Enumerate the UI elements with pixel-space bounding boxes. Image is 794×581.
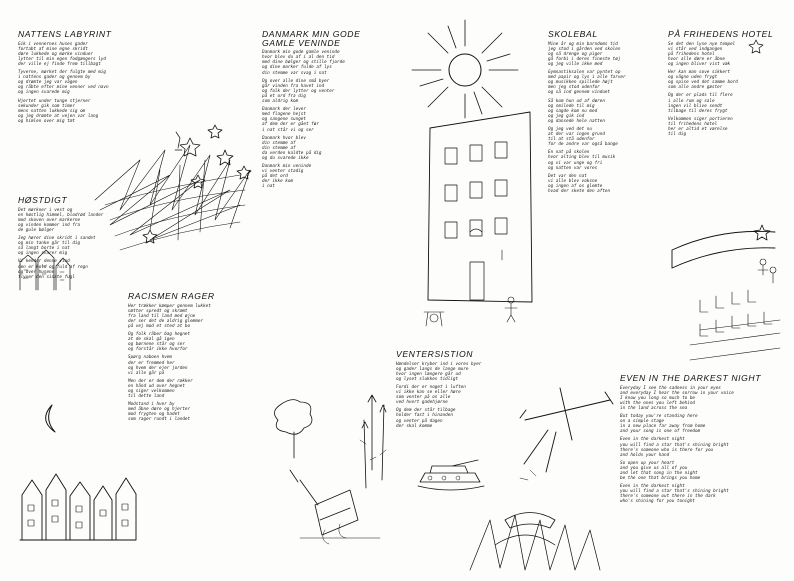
poem-line: og dansede hele natten bbox=[548, 118, 605, 124]
poem-line: de gule bølger bbox=[18, 227, 55, 233]
poem-line: døre lukkede og mørke vinduer bbox=[18, 51, 94, 57]
stick-figures-drawing bbox=[424, 297, 517, 326]
poem-line: Og dem der står tilbage bbox=[396, 408, 456, 414]
poem-line: vi alle blev voksne bbox=[548, 178, 598, 184]
poem-line: og siger velkommen bbox=[128, 389, 175, 394]
star-icon bbox=[217, 150, 233, 165]
poem-line: til dette land bbox=[128, 394, 165, 400]
poem-line: og himlen over mig tæt bbox=[18, 118, 75, 124]
poem-line: there's someone out there in the dark bbox=[620, 494, 716, 500]
stanza bbox=[620, 461, 788, 481]
stanza bbox=[396, 362, 516, 382]
poem-line: Tyverne, mørket der fulgte med mig bbox=[18, 70, 106, 76]
stanza bbox=[548, 99, 658, 124]
stanza bbox=[262, 164, 394, 189]
poem-line: Spørg naboen hvem bbox=[128, 355, 172, 361]
hotel-drawing bbox=[672, 231, 780, 360]
poem-line: og min tanke går til dig bbox=[18, 241, 81, 247]
poem-line: og jeg drømte at vejen var lang bbox=[18, 113, 99, 119]
poem-line: på det ord bbox=[262, 174, 288, 180]
poem-line: Even in the darkest night bbox=[620, 437, 685, 443]
poem-line: and you give us all of you bbox=[620, 465, 688, 471]
poem-line: vi står ved indgangen bbox=[668, 46, 723, 52]
poem-line: Everyday I see the sadness in your eyes bbox=[620, 385, 721, 391]
poem-line: der er fremmed her bbox=[128, 360, 175, 366]
poem-title: HØSTDIGT bbox=[18, 195, 68, 205]
poem-racismen-rager bbox=[128, 292, 262, 426]
poem-paa-frihedens-hotel bbox=[668, 30, 786, 140]
poem-line: da verden kaldte på dig bbox=[262, 150, 322, 156]
poem-line: Fordi der er noget i luften bbox=[396, 384, 466, 390]
poem-line: hvor alting blev til musik bbox=[548, 155, 616, 161]
poem-line: Danmark min gode gamle veninde bbox=[262, 50, 340, 56]
poem-line: Det var den nat bbox=[548, 173, 587, 179]
stanza bbox=[620, 437, 788, 457]
poem-line: og jeg ville ikke med bbox=[548, 61, 603, 67]
poem-line: og du svarede ikke bbox=[262, 155, 309, 161]
poem-line: hvor blev du af i al den tid bbox=[262, 55, 335, 61]
poem-line: and holds your hand bbox=[620, 452, 670, 458]
poem-line: og over husene bbox=[18, 269, 55, 275]
stanza bbox=[620, 386, 788, 411]
poem-line: you will find a star that's shining bright bbox=[620, 442, 729, 448]
poem-line: med flagene hejst bbox=[262, 112, 306, 118]
poem-line: og folk der lytter og venter bbox=[262, 88, 335, 94]
tank-drawing bbox=[418, 460, 484, 490]
poem-line: be the one that brings you home bbox=[620, 476, 701, 482]
poem-line: din stemme af bbox=[262, 140, 296, 146]
stanza bbox=[548, 42, 658, 67]
houses-drawing bbox=[20, 474, 136, 540]
poem-line: and everyday I hear the sorrow in your voice bbox=[620, 390, 734, 396]
poem-skolebal bbox=[548, 30, 658, 197]
poem-line: som alle andre gæster bbox=[668, 85, 723, 91]
poem-line: holder fast i hinanden bbox=[396, 413, 453, 419]
poem-line: and let that song in the night bbox=[620, 471, 698, 476]
poem-line: mod frygten og hadet bbox=[128, 412, 180, 418]
poem-line: her er altid et værelse bbox=[668, 127, 728, 132]
poem-line: på et ord fra dig bbox=[262, 93, 306, 99]
star-icon bbox=[180, 138, 200, 156]
poem-line: vi alle går på bbox=[128, 370, 165, 376]
stanza bbox=[668, 117, 786, 137]
poem-line: og så drenge og piger bbox=[548, 51, 603, 57]
poem-line: som venter på os alle bbox=[396, 395, 451, 401]
poem-line: på frihedens hotel bbox=[668, 51, 715, 57]
poem-line: gå forbi i deres fineste tøj bbox=[548, 56, 621, 62]
poem-line: sekunder gik som timer bbox=[18, 103, 75, 109]
poem-title: PÅ FRIHEDENS HOTEL bbox=[668, 29, 774, 39]
poem-nattens-labyrint bbox=[18, 30, 126, 127]
poem-line: in the land across the sea bbox=[620, 405, 688, 411]
stanza bbox=[620, 414, 788, 434]
poem-line: hvad der skete den aften bbox=[548, 189, 611, 195]
star-icon bbox=[208, 125, 222, 138]
poem-line: Gymnastiksalen var pyntet op bbox=[548, 70, 621, 76]
apartment-building-drawing bbox=[428, 112, 532, 302]
sun-icon bbox=[412, 20, 518, 118]
poem-line: with the ones you left behind bbox=[620, 400, 696, 406]
poem-line: ingen vil blive sendt bbox=[668, 103, 723, 109]
poem-line: mens natten lukkede sig om bbox=[18, 108, 86, 114]
poem-line: og dine marker fulde af lys bbox=[262, 65, 332, 71]
poem-line: for de andre var også bange bbox=[548, 142, 618, 148]
poem-line: som rager rundt i landet bbox=[128, 417, 191, 423]
night-sky-scribble bbox=[95, 132, 250, 250]
poem-line: i nattens gader og gennem by bbox=[18, 75, 91, 81]
stanza bbox=[548, 174, 658, 194]
poem-line: der ville ej finde frem tillbagt bbox=[18, 61, 101, 67]
poem-even-in-the-darkest-night bbox=[620, 374, 788, 508]
poem-line: går vinden fra havet ind bbox=[262, 83, 325, 89]
poem-line: til at stå udenfor bbox=[548, 137, 595, 143]
poem-line: you will find a star that's shining bright bbox=[620, 489, 729, 495]
poem-line: Det mørkner i vest og bbox=[18, 207, 73, 213]
poem-line: nætter spredt og skræmt bbox=[128, 308, 188, 314]
poem-line: Danmark hvor blev bbox=[262, 135, 306, 141]
poem-line: mod skoven over markerne bbox=[18, 217, 81, 223]
poem-line: men jeg stod udenfor bbox=[548, 85, 600, 91]
poem-line: Gik i vennernes huses gader bbox=[18, 41, 88, 47]
poem-line: den er kold og fuld af regn bbox=[18, 264, 88, 270]
poem-line: og sangene sunget bbox=[262, 117, 306, 123]
stanza bbox=[18, 99, 126, 124]
poem-line: i nat står vi og ser bbox=[262, 127, 314, 133]
stanza bbox=[548, 127, 658, 147]
poem-line: der skal komme bbox=[396, 423, 433, 429]
poem-line: tilbage til deres frygt bbox=[668, 108, 728, 114]
poem-line: og vågne uden frygt bbox=[668, 75, 718, 81]
poem-line: jeg stod i gården ved skolen bbox=[548, 46, 621, 52]
poem-line: som aldrig kom bbox=[262, 99, 299, 105]
stanza bbox=[18, 259, 118, 279]
stanza bbox=[18, 70, 126, 95]
poem-line: hvor ingen længere går ud bbox=[396, 371, 461, 377]
poem-line: i alle rum og sale bbox=[668, 98, 715, 104]
stanza bbox=[262, 136, 394, 161]
stanza bbox=[396, 408, 516, 428]
stanza bbox=[262, 107, 394, 132]
falling-arrows-drawing bbox=[360, 395, 386, 488]
poem-line: on a simple stage bbox=[620, 419, 664, 425]
poem-line: din stemme af bbox=[262, 145, 296, 151]
poem-line: til dig bbox=[668, 132, 687, 138]
poem-line: og ingen svarede mig bbox=[18, 90, 70, 96]
poem-line: at de skal gå igen bbox=[128, 337, 175, 343]
explosion-scribble bbox=[470, 513, 600, 571]
poem-line: og jeg gik ind bbox=[548, 113, 585, 119]
poem-line: Her kan man sove sikkert bbox=[668, 70, 731, 76]
poem-title: DANMARK MIN GODE GAMLE VENINDE bbox=[262, 29, 361, 48]
poem-line: og børnene står og ser bbox=[128, 342, 185, 348]
stanza bbox=[668, 42, 786, 67]
stanza bbox=[396, 385, 516, 405]
poem-line: og ingen svarer mig bbox=[18, 251, 68, 257]
poem-line: og venter på dagen bbox=[396, 418, 443, 424]
poem-line: ved hvert gadehjørne bbox=[396, 400, 448, 406]
poem-line: Men der er dem der rækker bbox=[128, 378, 193, 384]
poem-line: med åbne døre og hjerter bbox=[128, 407, 191, 413]
poem-line: så langt borte i nat bbox=[18, 246, 70, 252]
poem-line: So open up your heart bbox=[620, 460, 675, 466]
poem-line: og gader langs de lange mure bbox=[396, 366, 469, 372]
stanza bbox=[668, 93, 786, 113]
poem-danmark bbox=[262, 30, 394, 193]
poem-line: who's shining for you tonight bbox=[620, 499, 696, 505]
poem-line: Hjertet under tunge stjerner bbox=[18, 98, 91, 104]
poem-line: og forstår ikke hvorfor bbox=[128, 347, 188, 353]
poem-line: En nat på skolen bbox=[548, 150, 590, 156]
poem-line: Her trækker kæmper gennem lukket bbox=[128, 303, 211, 309]
poem-line: Modstand i hver by bbox=[128, 402, 175, 408]
poem-line: Velkommen siger portieren bbox=[668, 116, 733, 122]
burning-vehicle-drawing bbox=[290, 470, 380, 544]
poem-line: og hvem der ejer jorden bbox=[128, 365, 188, 371]
poem-ventersistion bbox=[396, 350, 516, 432]
poem-line: en hånd ud over hegnet bbox=[128, 383, 185, 389]
poem-line: og natten var vores bbox=[548, 165, 598, 171]
stanza bbox=[548, 150, 658, 170]
poem-line: Danmark der lever bbox=[262, 107, 306, 113]
poem-line: og smilede til mig bbox=[548, 103, 595, 109]
stanza bbox=[128, 379, 262, 399]
poem-line: Så kom hun ud af døren bbox=[548, 98, 605, 104]
poem-line: og musikken spillede højt bbox=[548, 80, 613, 86]
poem-line: vi ikke kan se eller høre bbox=[396, 390, 461, 396]
bomber-plane-drawing bbox=[520, 388, 613, 480]
poem-title: RACISMEN RAGER bbox=[128, 291, 215, 301]
poem-title: EVEN IN THE DARKEST NIGHT bbox=[620, 373, 762, 383]
poem-line: I know you long so much to be bbox=[620, 395, 696, 401]
poem-line: flyver den sidste fugl bbox=[18, 274, 75, 280]
poem-title: VENTERSISTION bbox=[396, 349, 474, 359]
stanza bbox=[548, 70, 658, 95]
poem-line: og vi var unge og fri bbox=[548, 160, 603, 166]
poem-line: og sagde kom nu med bbox=[548, 108, 598, 114]
stanza bbox=[128, 304, 262, 329]
poem-line: Hændelser kryber ind i vores byer bbox=[396, 361, 482, 367]
poem-line: og drømte jeg var vågen bbox=[18, 80, 78, 86]
poem-line: Jeg hører dine skridt i sandet bbox=[18, 236, 96, 242]
stanza bbox=[128, 402, 262, 422]
stanza bbox=[18, 236, 118, 256]
stanza bbox=[620, 484, 788, 504]
poem-line: din stemme var svag i nat bbox=[262, 70, 327, 76]
poem-line: and your song is one of freedom bbox=[620, 429, 701, 435]
poem-line: en høstlig himmel, blodrød lander bbox=[18, 212, 104, 218]
stanza bbox=[262, 79, 394, 104]
poem-line: i nat bbox=[262, 184, 275, 190]
poem-line: til frihedens hotel bbox=[668, 121, 718, 127]
stanza bbox=[18, 42, 126, 67]
poem-line: og spise ved det samme bord bbox=[668, 80, 738, 86]
poem-line: Se det den lyse nye tempel bbox=[668, 41, 736, 47]
poem-line: Mine år og min barndoms tid bbox=[548, 41, 618, 47]
poem-line: Even in the darkest night bbox=[620, 484, 685, 490]
poem-line: der ikke kom bbox=[262, 179, 294, 185]
poem-line: fra land til land med øjne bbox=[128, 313, 196, 319]
poem-line: Vi kender denne vind bbox=[18, 259, 70, 265]
star-icon bbox=[754, 225, 770, 240]
tree-drawing bbox=[274, 400, 312, 458]
poem-line: in a new place far away from home bbox=[620, 424, 706, 430]
stanza bbox=[18, 208, 118, 233]
stanza bbox=[668, 70, 786, 90]
poem-line: af dem der er gået før bbox=[262, 122, 319, 128]
poem-line: Og der er plads til flere bbox=[668, 93, 733, 99]
poem-line: vi venter stadig bbox=[262, 169, 304, 175]
poem-line: og ingen af os glemte bbox=[548, 183, 603, 189]
poem-line: med papir og lys i alle farver bbox=[548, 75, 626, 81]
poem-line: Og jeg ved det nu bbox=[548, 127, 592, 132]
stanza bbox=[128, 355, 262, 375]
poem-line: lytter til min egen fodgængers lyd bbox=[18, 56, 106, 62]
poem-line: og råbte efter mine venner ved navn bbox=[18, 85, 109, 91]
moon-icon bbox=[46, 405, 55, 432]
stanza bbox=[128, 332, 262, 352]
poem-line: og vinden kommer ind fra bbox=[18, 222, 81, 228]
poem-line: og ingen bliver vist væk bbox=[668, 61, 731, 67]
poem-line: at der var ingen grund bbox=[548, 132, 605, 138]
poem-line: og så ind gennem vinduet bbox=[548, 90, 611, 96]
star-icon bbox=[237, 166, 251, 179]
poem-line: og lyset slukkes tidligt bbox=[396, 376, 459, 382]
poem-title: NATTENS LABYRINT bbox=[18, 29, 112, 39]
star-icon bbox=[143, 230, 157, 243]
poem-line: fortabt af mine egne skridt bbox=[18, 46, 88, 52]
poem-line: Og over alle dine små byer bbox=[262, 78, 330, 84]
stanza bbox=[262, 50, 394, 75]
poem-hoestdigt bbox=[18, 196, 118, 283]
poem-line: med dine bølger og stille fjorde bbox=[262, 60, 345, 66]
poem-line: But today you're standing here bbox=[620, 414, 698, 420]
poem-line: på vej mod et sted at bo bbox=[128, 323, 191, 329]
poem-title: SKOLEBAL bbox=[548, 29, 598, 39]
poem-line: there's someone who is there for you bbox=[620, 447, 714, 453]
poem-line: der ser det de aldrig glemmer bbox=[128, 318, 204, 324]
star-icon bbox=[191, 175, 205, 188]
poem-line: Og folk råber bag hegnet bbox=[128, 332, 191, 338]
poem-line: Danmark min veninde bbox=[262, 164, 312, 170]
poem-line: hvor alle døre er åbne bbox=[668, 56, 725, 62]
